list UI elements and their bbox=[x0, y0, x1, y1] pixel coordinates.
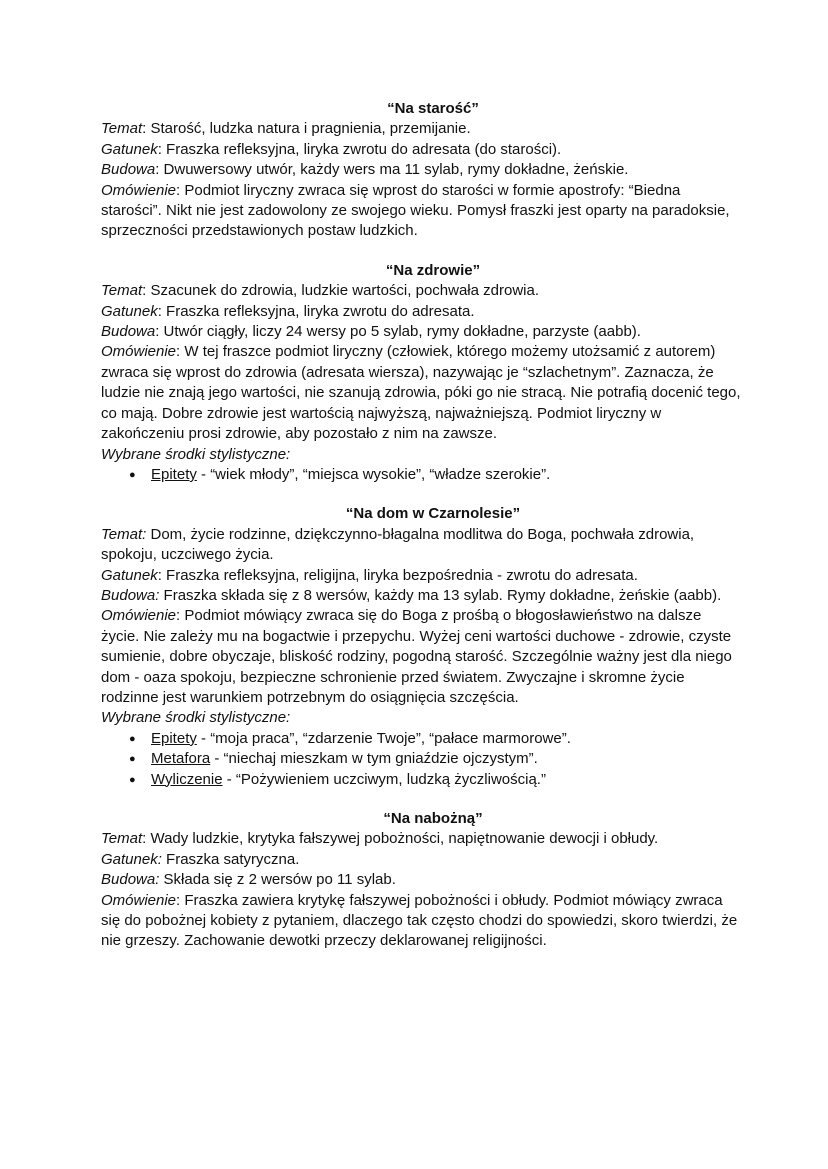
omowienie-label: Omówienie bbox=[101, 343, 177, 361]
device-name: Metafora bbox=[151, 750, 211, 768]
section-title: “Na zdrowie” bbox=[385, 261, 481, 279]
budowa-label: Budowa bbox=[101, 161, 156, 179]
omowienie-label: Omówienie bbox=[101, 891, 177, 909]
device-name: Epitety bbox=[151, 465, 197, 483]
temat-label: Temat bbox=[101, 120, 143, 138]
budowa-line bbox=[101, 586, 741, 606]
budowa-text: Składa się z 2 wersów po 11 sylab. bbox=[159, 871, 396, 889]
device-text: - “Pożywieniem uczciwym, ludzką życzliwością.” bbox=[222, 770, 546, 788]
device-text: - “moja praca”, “zdarzenie Twoje”, “pałace marmorowe”. bbox=[196, 729, 571, 747]
section-na-dom-w-czarnolesie bbox=[101, 504, 741, 790]
temat-text: : Wady ludzkie, krytyka fałszywej pobożności, napiętnowanie dewocji i obłudy. bbox=[142, 830, 659, 848]
section-na-starosc bbox=[101, 99, 741, 242]
gatunek-text: : Fraszka refleksyjna, liryka zwrotu do adresata (do starości). bbox=[157, 140, 562, 158]
temat-line bbox=[101, 119, 741, 139]
budowa-line bbox=[101, 160, 741, 180]
section-title: “Na nabożną” bbox=[383, 810, 483, 827]
gatunek-label: Gatunek bbox=[101, 566, 158, 584]
omowienie-label: Omówienie bbox=[101, 181, 177, 199]
gatunek-label: Gatunek bbox=[101, 140, 158, 158]
budowa-label: Budowa: bbox=[101, 586, 160, 604]
budowa-text: Fraszka składa się z 8 wersów, każdy ma 13 sylab. Rymy dokładne, żeńskie (aabb). bbox=[159, 586, 722, 604]
list-item bbox=[129, 749, 741, 769]
temat-text: : Szacunek do zdrowia, ludzkie wartości, pochwała zdrowia. bbox=[142, 282, 539, 300]
device-text: - “niechaj mieszkam w tym gniaździe ojczystym”. bbox=[210, 750, 538, 768]
omowienie-text: : Fraszka zawiera krytykę fałszywej pobożności i obłudy. Podmiot mówiący zwraca się do pobożnej kobiety z pytaniem, dlaczego tak często chodzi do spowiedzi, skoro twierdzi, że nie grzeszy. Zachowanie dewotki przeczy deklarowanej religijności. bbox=[101, 891, 738, 950]
temat-line bbox=[101, 281, 741, 301]
omowienie-paragraph bbox=[101, 181, 741, 242]
omowienie-paragraph bbox=[101, 342, 741, 444]
list-item bbox=[129, 770, 741, 790]
gatunek-text: Fraszka satyryczna. bbox=[161, 850, 300, 868]
document-page bbox=[101, 99, 741, 971]
devices-heading: Wybrane środki stylistyczne: bbox=[101, 445, 291, 463]
section-na-nabozna bbox=[101, 809, 741, 952]
budowa-line bbox=[101, 322, 741, 342]
section-title: “Na dom w Czarnolesie” bbox=[345, 505, 521, 523]
budowa-label: Budowa bbox=[101, 323, 156, 341]
gatunek-line bbox=[101, 850, 741, 870]
temat-line bbox=[101, 525, 741, 566]
gatunek-line bbox=[101, 140, 741, 160]
device-text: - “wiek młody”, “miejsca wysokie”, “władze szerokie”. bbox=[196, 465, 551, 483]
devices-list bbox=[101, 465, 741, 485]
omowienie-paragraph bbox=[101, 606, 741, 708]
omowienie-paragraph bbox=[101, 891, 741, 952]
budowa-text: : Utwór ciągły, liczy 24 wersy po 5 sylab, rymy dokładne, parzyste (aabb). bbox=[155, 323, 641, 341]
devices-list bbox=[101, 729, 741, 790]
devices-heading: Wybrane środki stylistyczne: bbox=[101, 709, 291, 727]
gatunek-text: : Fraszka refleksyjna, religijna, liryka bezpośrednia - zwrotu do adresata. bbox=[157, 566, 638, 584]
device-name: Wyliczenie bbox=[151, 770, 223, 788]
gatunek-line bbox=[101, 566, 741, 586]
device-name: Epitety bbox=[151, 729, 197, 747]
gatunek-line bbox=[101, 302, 741, 322]
temat-label: Temat bbox=[101, 830, 143, 848]
temat-text: Dom, życie rodzinne, dziękczynno-błagalna modlitwa do Boga, pochwała zdrowia, spokoju, uczciwego życia. bbox=[101, 525, 695, 564]
budowa-line bbox=[101, 870, 741, 890]
section-na-zdrowie bbox=[101, 261, 741, 485]
temat-label: Temat bbox=[101, 282, 143, 300]
temat-line bbox=[101, 829, 741, 849]
gatunek-label: Gatunek: bbox=[101, 850, 162, 868]
list-item bbox=[129, 465, 741, 485]
section-title: “Na starość” bbox=[387, 100, 479, 117]
omowienie-label: Omówienie bbox=[101, 607, 177, 625]
budowa-label: Budowa: bbox=[101, 871, 160, 889]
omowienie-text: : W tej fraszce podmiot liryczny (człowiek, którego możemy utożsamić z autorem) zwraca się wprost do zdrowia (adresata wiersza), nazywając je “szlachetnym”. Zaznacza, że ludzie nie znają jego wartości, nie szanują zdrowia, póki go nie stracą. Nie potrafią docenić tego, co mają. Dobre zdrowie jest wartością najwyższą, najważniejszą. Podmiot liryczny w zakończeniu prosi zdrowie, aby pozostało z nim na zawsze. bbox=[101, 343, 741, 443]
omowienie-text: : Podmiot liryczny zwraca się wprost do starości w formie apostrofy: “Biedna starości”. Nikt nie jest zadowolony ze swojego wieku. Pomysł fraszki jest oparty na paradoksie, sprzeczności przedstawionych postaw ludzkich. bbox=[101, 181, 730, 240]
temat-text: : Starość, ludzka natura i pragnienia, przemijanie. bbox=[142, 120, 471, 138]
temat-label: Temat: bbox=[101, 525, 147, 543]
budowa-text: : Dwuwersowy utwór, każdy wers ma 11 sylab, rymy dokładne, żeńskie. bbox=[155, 161, 629, 179]
list-item bbox=[129, 729, 741, 749]
omowienie-text: : Podmiot mówiący zwraca się do Boga z prośbą o błogosławieństwo na dalsze życie. Nie zależy mu na bogactwie i przepychu. Wyżej ceni wartości duchowe - zdrowie, czyste sumienie, dobre obyczaje, bliskość rodziny, pogodną starość. Szczególnie ważny jest dla niego dom - oaza spokoju, bezpieczne schronienie przed światem. Zwyczajne i skromne życie rodzinne jest warunkiem potrzebnym do osiągnięcia szczęścia. bbox=[101, 607, 732, 706]
gatunek-label: Gatunek bbox=[101, 302, 158, 320]
gatunek-text: : Fraszka refleksyjna, liryka zwrotu do adresata. bbox=[157, 302, 475, 320]
